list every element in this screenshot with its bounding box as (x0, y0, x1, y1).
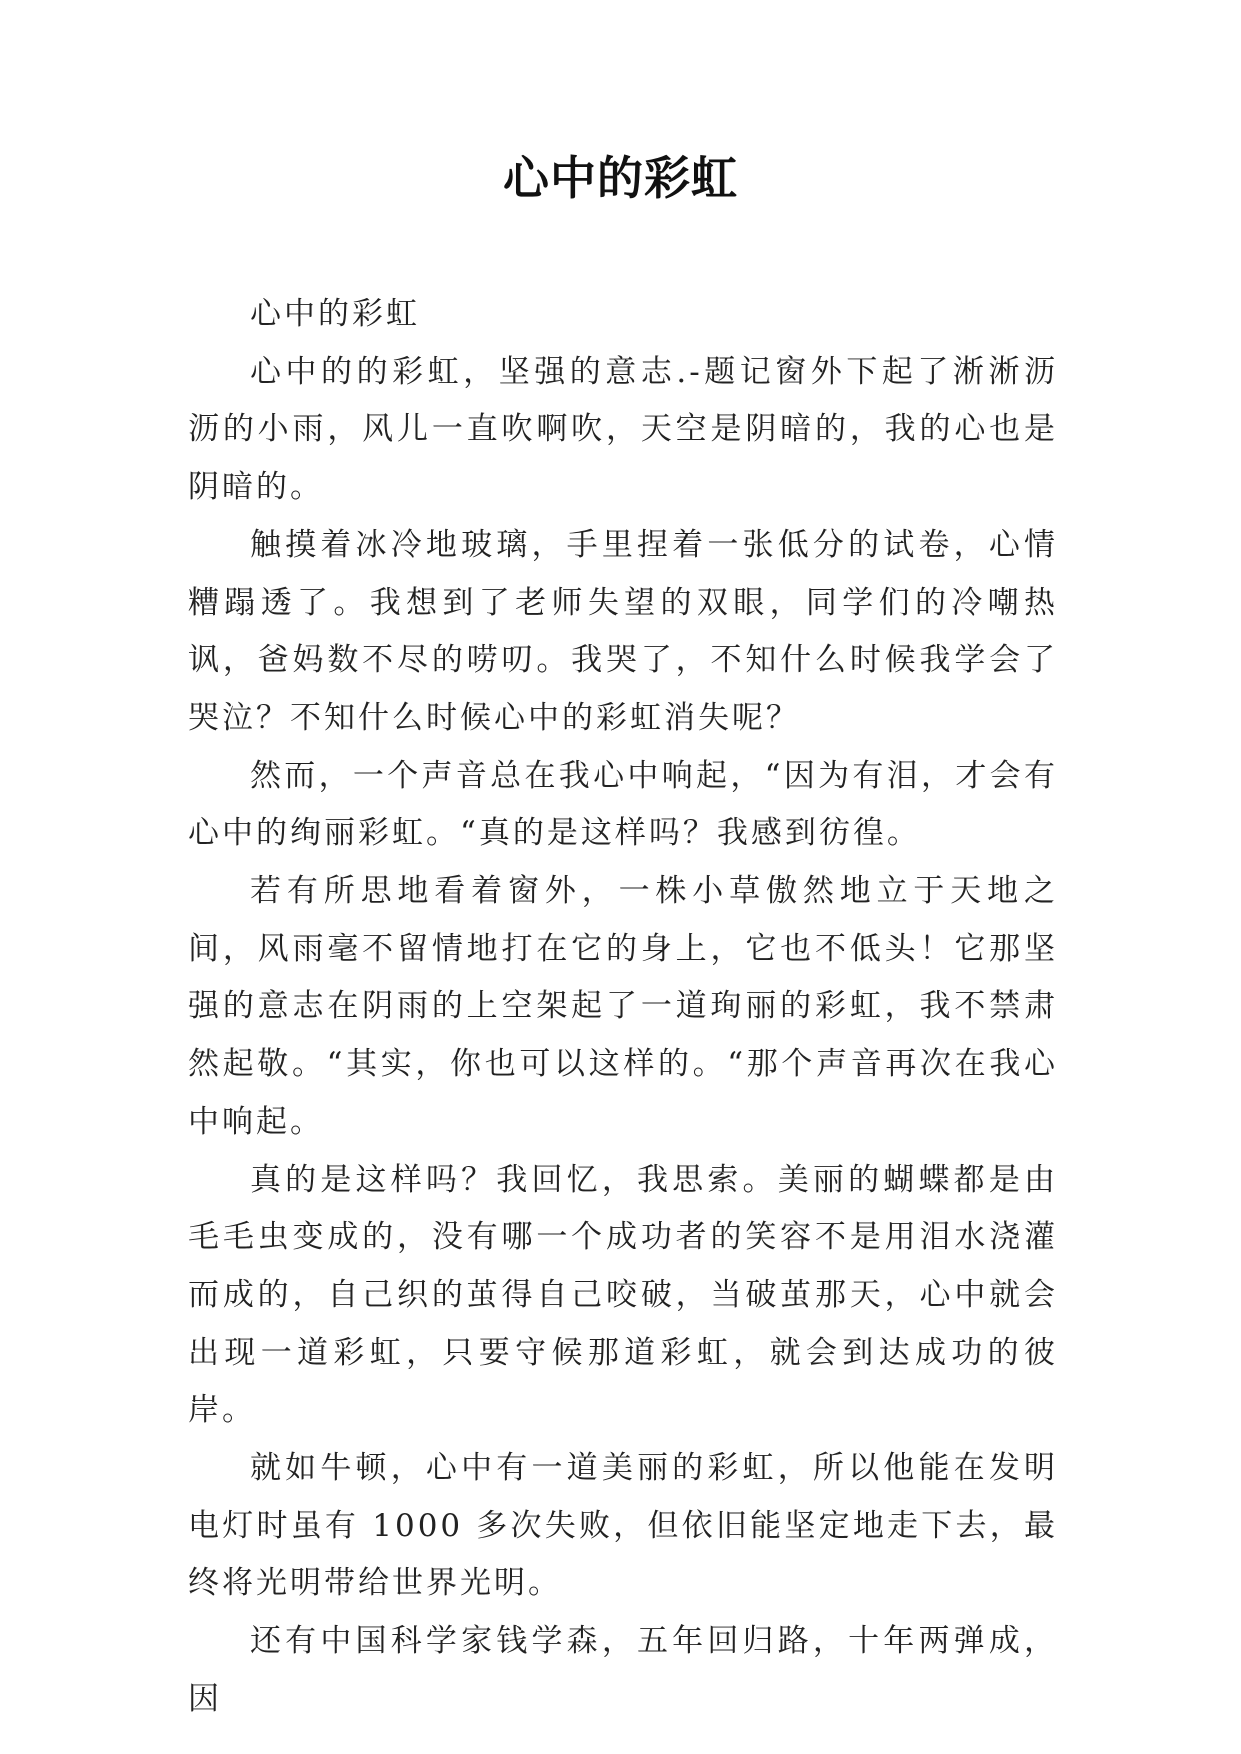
paragraph: 心中的的彩虹，坚强的意志.-题记窗外下起了淅淅沥沥的小雨，风儿一直吹啊吹，天空是阴暗的，我的心也是阴暗的。 (188, 353, 1058, 506)
document-title: 心中的彩虹 (503, 151, 738, 205)
paragraph: 若有所思地看着窗外，一株小草傲然地立于天地之间，风雨毫不留情地打在它的身上，它也不低头！它那坚强的意志在阴雨的上空架起了一道珣丽的彩虹，我不禁肃然起敬。“其实，你也可以这样的。“那个声音再次在我心中响起。 (188, 873, 1058, 1140)
document-body (188, 286, 1058, 1729)
paragraph: 就如牛顿，心中有一道美丽的彩虹，所以他能在发明电灯时虽有 1000 多次失败，但依旧能坚定地走下去，最终将光明带给世界光明。 (188, 1450, 1058, 1602)
paragraph: 然而，一个声音总在我心中响起，“因为有泪，才会有心中的绚丽彩虹。“真的是这样吗？我感到彷徨。 (188, 757, 1058, 852)
paragraph: 触摸着冰冷地玻璃，手里捏着一张低分的试卷，心情糟蹋透了。我想到了老师失望的双眼，同学们的冷嘲热讽，爸妈数不尽的唠叨。我哭了，不知什么时候我学会了哭泣？不知什么时候心中的彩虹消失呢？ (188, 526, 1058, 736)
paragraph: 还有中国科学家钱学森，五年回归路，十年两弹成，因 (188, 1623, 1058, 1717)
paragraph: 心中的彩虹 (250, 296, 420, 332)
paragraph: 真的是这样吗？我回忆，我思索。美丽的蝴蝶都是由毛毛虫变成的，没有哪一个成功者的笑容不是用泪水浇灌而成的，自己织的茧得自己咬破，当破茧那天，心中就会出现一道彩虹，只要守候那道彩虹，就会到达成功的彼岸。 (188, 1161, 1058, 1429)
